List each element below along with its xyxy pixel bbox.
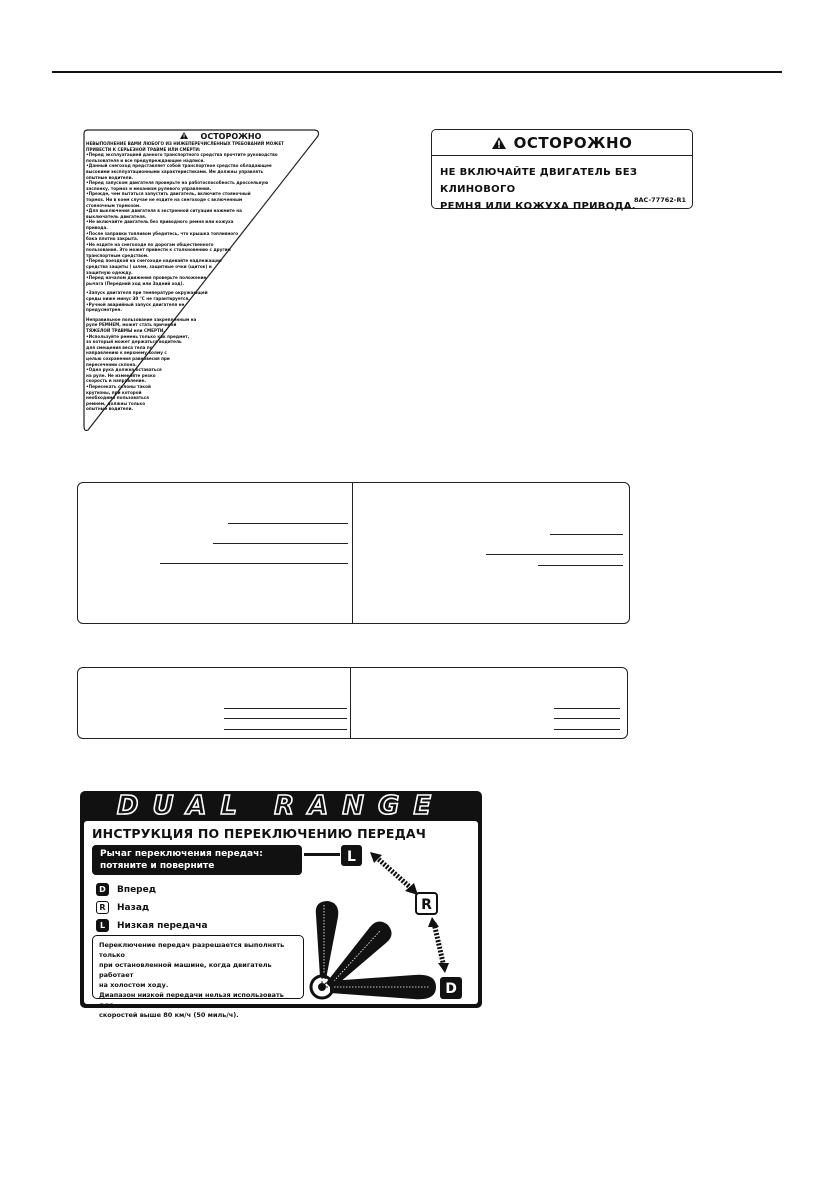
- gear-r-letter: R: [421, 897, 432, 913]
- label-line: •Ручной аварийный запуск двигателя не: [86, 302, 185, 308]
- part-code: 8AC-77762-R1: [633, 196, 686, 204]
- label-line: направлению к верхнему холму с: [86, 351, 167, 357]
- label-line: •Одна рука должна оставаться: [86, 368, 162, 374]
- shift-arrow-r-d: [428, 917, 449, 973]
- label-line: •Данный снегоход представляет собой транспортное средство обладающее: [86, 164, 272, 170]
- warning-text: [440, 164, 690, 215]
- instruction-panel: [84, 821, 478, 1019]
- label-line: руле РЕМНЕМ, может стать причиной: [86, 323, 177, 329]
- label-line: выключатель двигателя.: [86, 214, 147, 220]
- label-line: целью сохранения равновесия при: [86, 356, 170, 362]
- label-line: стояночным тормозом.: [86, 203, 141, 209]
- blank-line: [224, 729, 347, 730]
- brand-text: DUAL RANGE: [116, 791, 446, 819]
- instruction-title: ИНСТРУКЦИЯ ПО ПЕРЕКЛЮЧЕНИЮ ПЕРЕДАЧ: [92, 826, 427, 841]
- note-line: при остановленной машине, когда двигатель работает: [99, 961, 272, 979]
- legend-reverse: [96, 901, 149, 914]
- label-line: на руле. Не изменяйте резко: [86, 373, 156, 379]
- label-line: •Перед запуском двигателя проверьте на работоспособность дроссельную: [86, 181, 269, 187]
- label-line: привода.: [86, 225, 108, 231]
- label-line: для смещения веса тела по: [86, 345, 153, 351]
- gear-d-letter: D: [445, 981, 457, 997]
- warning-title: [432, 134, 692, 153]
- safety-warning-label: [80, 128, 322, 433]
- label-line: рычага (Передний ход или Задний ход).: [86, 281, 185, 287]
- label-line: •Перед началом движения проверьте положение: [86, 276, 207, 282]
- warning-line-2: РЕМНЯ ИЛИ КОЖУХА ПРИВОДА.: [440, 201, 636, 212]
- lever-line-2: потяните и поверните: [100, 861, 215, 871]
- label-line: высокими эксплуатационными характеристиками. Им должны управлять: [86, 169, 264, 175]
- note-line: Переключение передач разрешается выполнять только: [99, 941, 285, 959]
- belt-warning-label: [431, 129, 693, 212]
- blank-line: [224, 718, 347, 719]
- blank-line: [538, 565, 623, 566]
- gear-r-badge: R: [96, 901, 109, 914]
- blank-line: [213, 543, 348, 544]
- lever-handle-forward: [330, 975, 436, 1000]
- label-line: •Прежде, чем пытаться запустить двигатель, включите стояночный: [86, 192, 251, 198]
- label-line: •После заправки топливом убедитесь, что крышка топливного: [86, 231, 239, 237]
- spec-table-2: [77, 667, 628, 739]
- label-line: бака плотно закрыта.: [86, 237, 139, 243]
- blank-line: [550, 534, 623, 535]
- dual-range-label: [80, 791, 482, 1019]
- lever-instruction: [92, 845, 302, 875]
- label-line: тормоз. Ни в коем случае не ездите на снегоходе с включенным: [86, 197, 243, 203]
- blank-line: [554, 729, 620, 730]
- label-line: скорость и направление.: [86, 379, 146, 385]
- spec-table-1: [77, 482, 630, 624]
- shift-arrow-l-r: [370, 852, 418, 895]
- column-divider: [352, 483, 353, 623]
- legend-forward: [96, 883, 156, 896]
- label-line: за который может держаться водитель: [86, 340, 182, 346]
- label-title: ОСТОРОЖНО: [200, 132, 262, 141]
- label-line: защитную одежду.: [86, 270, 133, 276]
- brand-header: [80, 791, 482, 819]
- label-line: •Не включайте двигатель без приводного ремня или кожуха: [86, 220, 234, 226]
- label-line: средства защиты ( шлем, защитные очки (щиток) и: [86, 265, 212, 271]
- blank-line: [554, 708, 620, 709]
- label-line: •Запуск двигателя при температуре окружающей: [86, 291, 208, 297]
- label-line: •Используйте ремень только как предмет,: [86, 334, 190, 340]
- gear-l-badge: L: [96, 919, 109, 932]
- label-line: крутизны, при которой: [86, 390, 142, 396]
- note-line: на холостом ходу.: [99, 981, 169, 989]
- note-line: скоростей выше 80 км/ч (50 миль/ч).: [99, 1011, 239, 1019]
- blank-line: [228, 523, 348, 524]
- connector-bar: [304, 853, 340, 856]
- gear-d-badge: D: [96, 883, 109, 896]
- label-line: Неправильное пользование закрепленным на: [86, 317, 197, 323]
- label-line: •Перед эксплуатацией данного транспортного средства прочтите руководство: [86, 153, 278, 159]
- note-line: Диапазон низкой передачи нельзя использовать для: [99, 991, 284, 1009]
- label-line: •Для выключения двигателя в экстренной ситуации нажмите на: [86, 209, 242, 215]
- label-line: ПРИВЕСТИ К СЕРЬЕЗНОЙ ТРАВМЕ ИЛИ СМЕРТИ:: [86, 147, 201, 153]
- label-line: НЕВЫПОЛНЕНИЕ ВАМИ ЛЮБОГО ИЗ НИЖЕПЕРЕЧИСЛЕННЫХ ТРЕБОВАНИЙ МОЖЕТ: [86, 142, 284, 147]
- label-line: среды ниже минус 30 °С не гарантируется.: [86, 297, 190, 303]
- warning-title-text: ОСТОРОЖНО: [513, 134, 633, 152]
- lever-handle-low: [316, 901, 339, 979]
- gear-l-letter: L: [347, 849, 356, 865]
- gear-lever-diagram: [304, 845, 474, 1003]
- label-line: пользователя и все предупреждающие надписи.: [86, 158, 205, 164]
- label-line: пересечении склона.: [86, 362, 137, 368]
- legend-label: Низкая передача: [117, 920, 208, 931]
- lever-line-1: Рычаг переключения передач:: [100, 849, 263, 859]
- legend-label: Назад: [117, 902, 150, 913]
- shift-note: [92, 935, 304, 1019]
- blank-line: [160, 563, 348, 564]
- header-rule: [52, 71, 782, 73]
- label-line: опытные водители.: [86, 175, 134, 181]
- label-line: ТЯЖЕЛОЙ ТРАВМЫ или СМЕРТИ.: [86, 329, 165, 334]
- legend-label: Вперед: [117, 884, 156, 895]
- blank-line: [224, 708, 347, 709]
- label-body: [86, 142, 316, 430]
- label-line: необходимо пользоваться: [86, 396, 149, 402]
- warning-triangle-icon: [492, 135, 506, 153]
- label-line: •Пересекать склоны такой: [86, 384, 151, 390]
- label-line: транспортным средством.: [86, 253, 149, 259]
- blank-line: [486, 554, 623, 555]
- label-line: •Перед поездкой на снегоходе надевайте надлежащие: [86, 259, 222, 265]
- legend-low: [96, 919, 208, 932]
- divider: [432, 155, 692, 156]
- label-line: пользования. Это может привести к столкновению с другим: [86, 248, 231, 254]
- label-line: опытные водители.: [86, 407, 134, 413]
- warning-line-1: НЕ ВКЛЮЧАЙТЕ ДВИГАТЕЛЬ БЕЗ КЛИНОВОГО: [440, 167, 638, 195]
- label-line: •Не ездите на снегоходе по дорогам общественного: [86, 242, 214, 248]
- label-line: заслонку, тормоз и механизм рулевого управления.: [86, 186, 212, 192]
- column-divider: [350, 668, 351, 738]
- label-line: предусмотрен.: [86, 308, 122, 314]
- blank-line: [554, 718, 620, 719]
- label-line: ремнем, должны только: [86, 401, 146, 407]
